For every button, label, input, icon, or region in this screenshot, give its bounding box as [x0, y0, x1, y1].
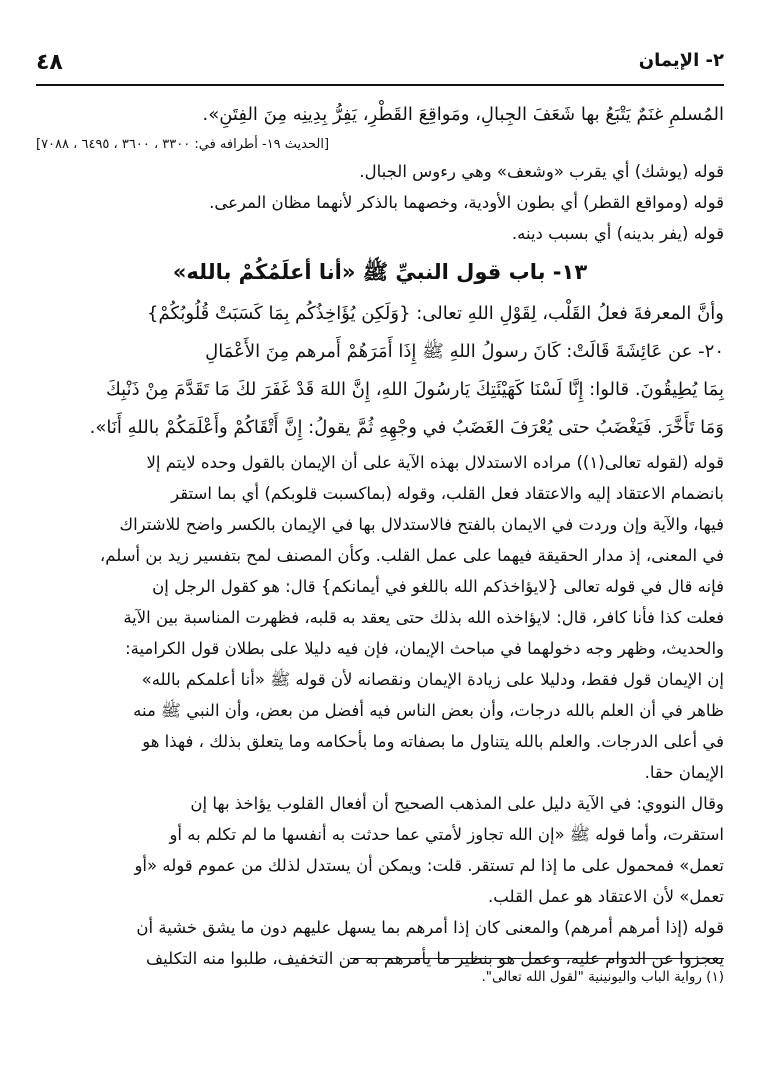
text-line: قوله (يوشك) أي يقرب «وشعف» وهي رءوس الجبال. — [359, 162, 724, 181]
nawawi-line: تعمل» فمحمول على ما إذا لم تستقر. قلت: ويمكن أن يستدل لذلك من عموم قوله «أو — [134, 856, 724, 875]
footnote-divider — [350, 958, 724, 959]
page-number: ٤٨ — [36, 50, 63, 75]
nawawi-line: وقال النووي: في الآية دليل على المذهب الصحيح أن أفعال القلوب يؤاخذ بها إن — [190, 794, 724, 813]
chapter-title: ٢- الإيمان — [638, 50, 724, 71]
commentary-line: فعلت كذا فأنا كافر، قال: لايؤاخذه الله بذلك حتى يعقد به قلبه، فظهرت المناسبة بين الآية — [123, 608, 724, 627]
text-line: المُسلمِ غنَمٌ يَتْبَعُ بها شَعَفَ الجِبالِ، ومَواقِعَ القَطْرِ، يَفِرُّ بِدِينِه مِنَ الفِتَنِ». — [202, 104, 724, 125]
commentary-line: فيها، والآية وإن وردت في الايمان بالفتح فالاستدلال بها في الإيمان بالكسر واضح للاشتراك — [119, 515, 724, 534]
commentary-line: قوله (لقوله تعالى(١)) مراده الاستدلال بهذه الآية على أن الإيمان بالقول وحده لايتم إلا — [146, 453, 724, 472]
verse-line: وأنَّ المعرفةَ فعلُ القَلْب، لِقَوْلِ اللهِ تعالى: {وَلَكِن يُؤَاخِذُكُم بِمَا كَسَبَتْ قُلُوبُكُمْ} — [147, 303, 724, 324]
text-line: قوله (يفر بدينه) أي بسبب دينه. — [511, 224, 724, 243]
hadith-reference: [الحديث ١٩- أطرافه في: ٣٣٠٠ ، ٣٦٠٠ ، ٦٤٩٥ ، ٧٠٨٨] — [36, 137, 330, 152]
commentary-line: إن الإيمان قول فقط، ودليلا على زيادة الإيمان ونقصانه لأن قوله ﷺ «أنا أعلمكم بالله» — [141, 670, 724, 689]
commentary-line: ظاهر في أن العلم بالله درجات، وأن بعض الناس فيه أفضل من بعض، وأن النبي ﷺ منه — [133, 701, 724, 720]
commentary-line: الإيمان حقا. — [644, 763, 724, 782]
commentary-line: في أعلى الدرجات. والعلم بالله يتناول ما بصفاته وما بأحكامه وما يتعلق بذلك ، فهذا هو — [142, 732, 724, 751]
verse-line: وَمَا تَأَخَّرَ. فَيَغْضَبُ حتى يُعْرَفَ الغَضَبُ في وجْهِهِ ثُمَّ يقولُ: إِنَّ أَتْقَاكُمْ وأَعْلَمَكُمْ باللهِ أَنَا». — [89, 417, 724, 438]
commentary-line: فإنه قال في قوله تعالى {لايؤاخذكم الله باللغو في أيمانكم} قال: هو كقول الرجل إن — [152, 577, 724, 596]
nawawi-line: استقرت، وأما قوله ﷺ «إن الله تجاوز لأمتي عما حدثت به أنفسها ما لم تكلم به أو — [169, 825, 724, 844]
commentary-line: بانضمام الاعتقاد إليه والاعتقاد فعل القلب، وقوله (بماكسبت قلوبكم) أي بما استقر — [171, 484, 724, 503]
chapter-heading: ١٣- باب قول النبيِّ ﷺ «أنا أعلَمُكُمْ بالله» — [172, 260, 588, 284]
commentary-line: والحديث، وظهر وجه دخولهما في مباحث الإيمان، فإن فيه دليلا على بطلان قول الكرامية: — [125, 639, 724, 658]
verse-line: ٢٠- عن عَائِشَةَ قَالَتْ: كَانَ رسولُ اللهِ ﷺ إِذَا أَمَرَهُمْ أَمرهم مِنَ الأَعْمَالِ — [205, 341, 724, 362]
nawawi-line: تعمل» لأن الاعتقاد هو عمل القلب. — [488, 887, 724, 906]
commentary-line: يعجزوا عن الدوام عليه، وعمل هو بنظير ما يأمرهم به من التخفيف، طلبوا منه التكليف — [146, 949, 724, 968]
commentary-line: في المعنى، إذ مدار الحقيقة فيهما على عمل القلب. وكأن المصنف لمح بتفسير زيد بن أسلم، — [99, 546, 724, 565]
footnote: (١) رواية الباب واليونينية "لقول الله تعالى". — [481, 969, 724, 985]
text-line: قوله (ومواقع القطر) أي بطون الأودية، وخصهما بالذكر لأنهما مظان المرعى. — [209, 193, 724, 212]
commentary-line: قوله (إذا أمرهم أمرهم) والمعنى كان إذا أمرهم بما يسهل عليهم دون ما يشق خشية أن — [136, 918, 724, 937]
verse-line: بِمَا يُطِيقُونَ. قالوا: إِنَّا لَسْنَا كَهَيْئَتِكَ يَارسُولَ اللهِ، إِنَّ اللهَ قَدْ غَفَرَ لكَ مَا تَقَدَّمَ مِنْ ذَنْبِكَ — [105, 379, 724, 400]
page-body — [36, 96, 724, 974]
page-header — [36, 46, 724, 86]
